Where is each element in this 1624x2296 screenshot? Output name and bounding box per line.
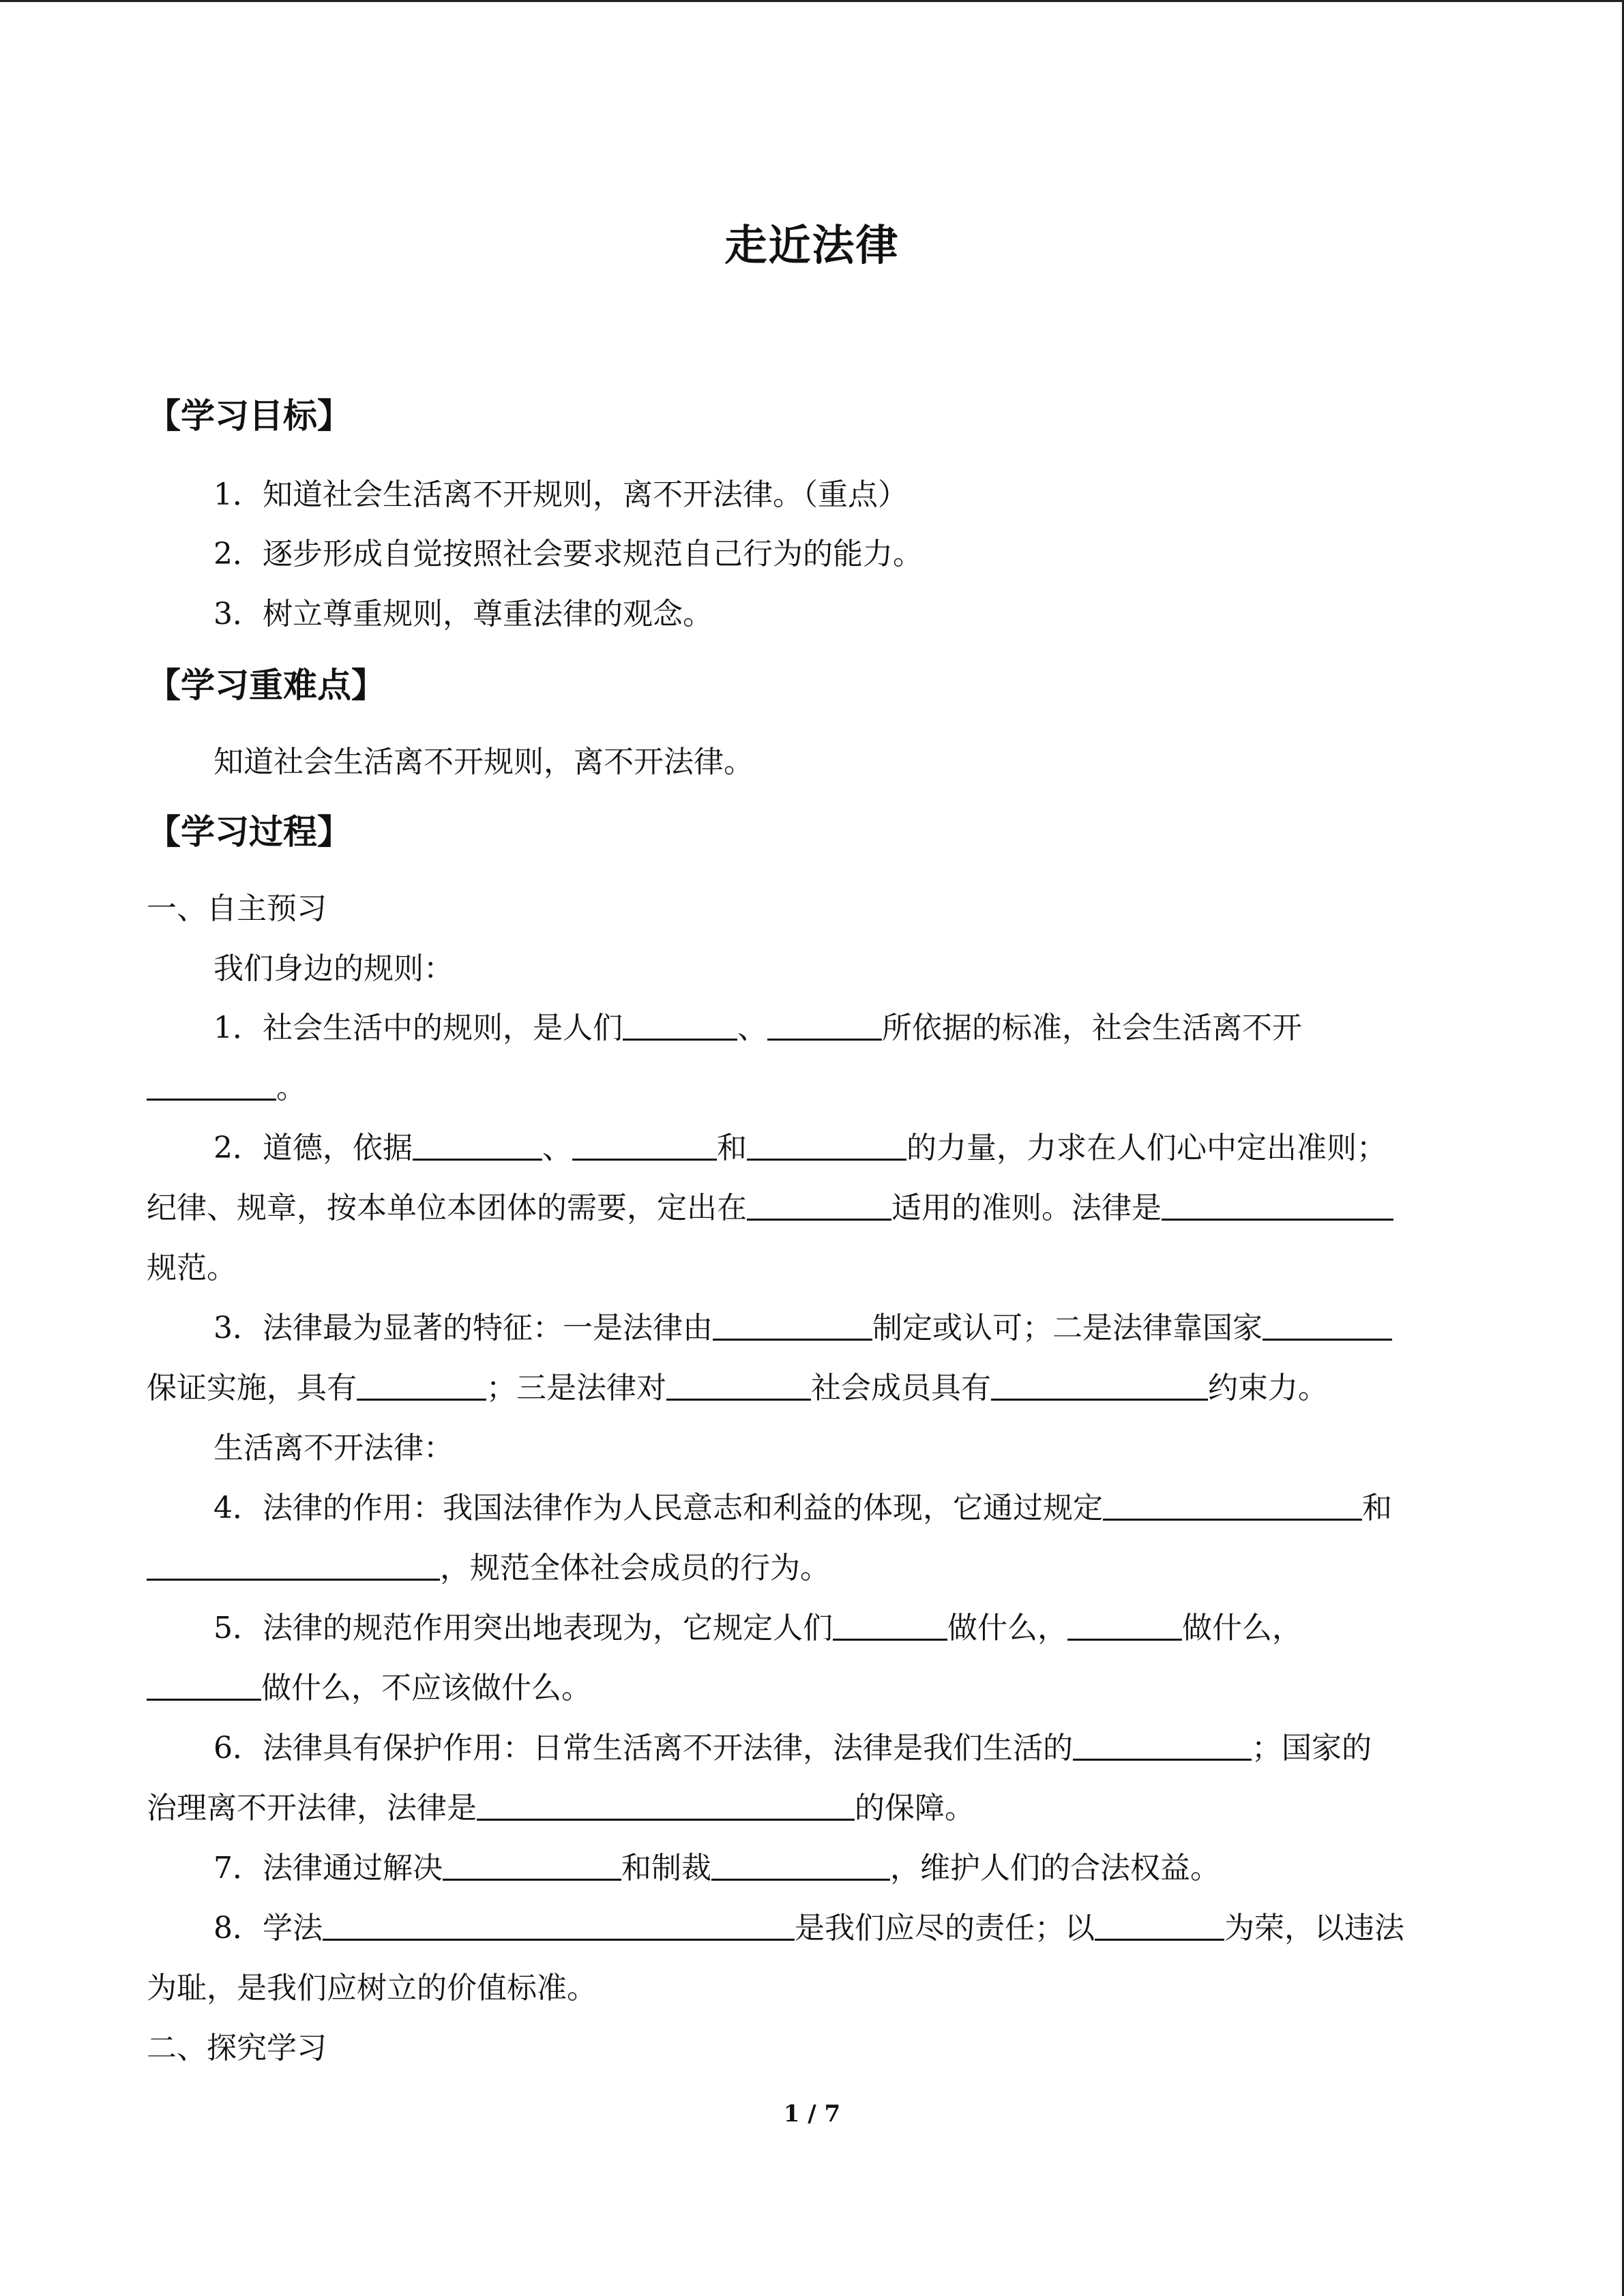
q4-blank-1[interactable]	[1103, 1491, 1362, 1521]
q5-blank-1[interactable]	[833, 1611, 947, 1641]
q1-blank-1[interactable]	[623, 1011, 737, 1041]
q8-text-a: 8．学法	[213, 1911, 323, 1945]
q1-blank-2[interactable]	[767, 1011, 882, 1041]
q6-blank-2[interactable]	[477, 1791, 855, 1821]
q1-text-a: 1．社会生活中的规则，是人们	[213, 1011, 623, 1045]
key-points-heading: 【学习重难点】	[147, 666, 385, 705]
question-3-line-1	[213, 1309, 1392, 1347]
q2-blank-3[interactable]	[747, 1131, 906, 1161]
document-title: 走近法律	[724, 220, 900, 270]
question-1-line-1	[213, 1009, 1302, 1047]
q6-text-c: 治理离不开法律，法律是	[147, 1791, 477, 1825]
question-6-line-1	[213, 1729, 1372, 1768]
question-4-line-1	[213, 1489, 1392, 1527]
page-border-top	[0, 0, 1624, 2]
question-1-line-2	[147, 1069, 306, 1107]
part1-title: 一、自主预习	[147, 891, 327, 926]
question-7-line-1	[213, 1849, 1220, 1888]
q3-text-e: 社会成员具有	[811, 1371, 991, 1405]
q7-text-b: 和制裁	[621, 1851, 711, 1885]
key-points-text: 知道社会生活离不开规则，离不开法律。	[213, 745, 754, 779]
q3-text-f: 约束力。	[1208, 1371, 1328, 1405]
q2-text-c: 和	[717, 1131, 747, 1165]
question-8-line-2: 为耻，是我们应树立的价值标准。	[147, 1971, 597, 2006]
q3-blank-1[interactable]	[713, 1311, 872, 1341]
q5-text-b: 做什么，	[947, 1611, 1067, 1645]
q4-blank-2[interactable]	[147, 1551, 440, 1581]
q2-blank-4[interactable]	[747, 1191, 891, 1221]
q3-text-c: 保证实施，具有	[147, 1371, 357, 1405]
q7-text-c: ，维护人们的合法权益。	[890, 1851, 1220, 1885]
question-2-line-2	[147, 1189, 1393, 1227]
q2-text-f: 适用的准则。法律是	[891, 1191, 1162, 1225]
goal-item: 1．知道社会生活离不开规则，离不开法律。（重点）	[213, 477, 908, 512]
q2-text-d: 的力量，力求在人们心中定出准则；	[906, 1131, 1387, 1165]
question-6-line-2	[147, 1789, 975, 1828]
q8-text-b: 是我们应尽的责任；以	[795, 1911, 1095, 1945]
goal-item: 3．树立尊重规则，尊重法律的观念。	[213, 597, 713, 631]
q6-text-d: 的保障。	[855, 1791, 975, 1825]
q3-blank-4[interactable]	[666, 1371, 811, 1401]
q5-text-d: 做什么，不应该做什么。	[261, 1671, 591, 1705]
q3-blank-5[interactable]	[991, 1371, 1208, 1401]
q4-text-a: 4．法律的作用：我国法律作为人民意志和利益的体现，它通过规定	[213, 1491, 1103, 1525]
q1-blank-3[interactable]	[147, 1071, 276, 1101]
q7-blank-1[interactable]	[443, 1851, 621, 1881]
q5-text-c: 做什么，	[1182, 1611, 1302, 1645]
goal-item: 2．逐步形成自觉按照社会要求规范自己行为的能力。	[213, 537, 923, 571]
q2-text-e: 纪律、规章，按本单位本团体的需要，定出在	[147, 1191, 747, 1225]
q3-blank-2[interactable]	[1263, 1311, 1392, 1341]
q2-blank-1[interactable]	[413, 1131, 542, 1161]
question-4-line-2	[147, 1549, 830, 1587]
process-heading: 【学习过程】	[147, 812, 351, 852]
goals-heading: 【学习目标】	[147, 396, 351, 436]
q7-blank-2[interactable]	[711, 1851, 890, 1881]
q6-blank-1[interactable]	[1073, 1731, 1252, 1761]
question-3-line-2	[147, 1369, 1328, 1407]
q8-blank-1[interactable]	[323, 1911, 795, 1941]
q7-text-a: 7．法律通过解决	[213, 1851, 443, 1885]
question-5-line-1	[213, 1609, 1302, 1648]
question-5-line-2	[147, 1669, 591, 1708]
q3-text-a: 3．法律最为显著的特征：一是法律由	[213, 1311, 713, 1345]
q5-text-a: 5．法律的规范作用突出地表现为，它规定人们	[213, 1611, 833, 1645]
question-2-line-1	[213, 1129, 1387, 1167]
q4-text-c: ，规范全体社会成员的行为。	[440, 1551, 830, 1585]
q3-blank-3[interactable]	[357, 1371, 486, 1401]
q3-text-b: 制定或认可；二是法律靠国家	[872, 1311, 1263, 1345]
q1-text-d: 。	[276, 1071, 306, 1105]
question-2-line-3: 规范。	[147, 1251, 237, 1285]
question-8-line-1	[213, 1909, 1404, 1948]
q2-text-b: 、	[542, 1131, 572, 1165]
q8-text-c: 为荣，以违法	[1224, 1911, 1404, 1945]
q6-text-b: ；国家的	[1252, 1731, 1372, 1765]
page-number: 1 / 7	[783, 2100, 841, 2128]
q8-blank-2[interactable]	[1095, 1911, 1224, 1941]
part2-title: 二、探究学习	[147, 2031, 327, 2066]
q1-text-c: 所依据的标准，社会生活离不开	[882, 1011, 1302, 1045]
q2-blank-2[interactable]	[572, 1131, 717, 1161]
q3-text-d: ；三是法律对	[486, 1371, 666, 1405]
q5-blank-2[interactable]	[1067, 1611, 1182, 1641]
q1-text-b: 、	[737, 1011, 767, 1045]
q2-blank-5[interactable]	[1162, 1191, 1393, 1221]
q6-text-a: 6．法律具有保护作用：日常生活离不开法律，法律是我们生活的	[213, 1731, 1073, 1765]
q2-text-a: 2．道德，依据	[213, 1131, 413, 1165]
subsection-life-law: 生活离不开法律：	[213, 1431, 454, 1465]
subsection-rules: 我们身边的规则：	[213, 951, 454, 986]
q5-blank-3[interactable]	[147, 1671, 261, 1701]
q4-text-b: 和	[1362, 1491, 1392, 1525]
